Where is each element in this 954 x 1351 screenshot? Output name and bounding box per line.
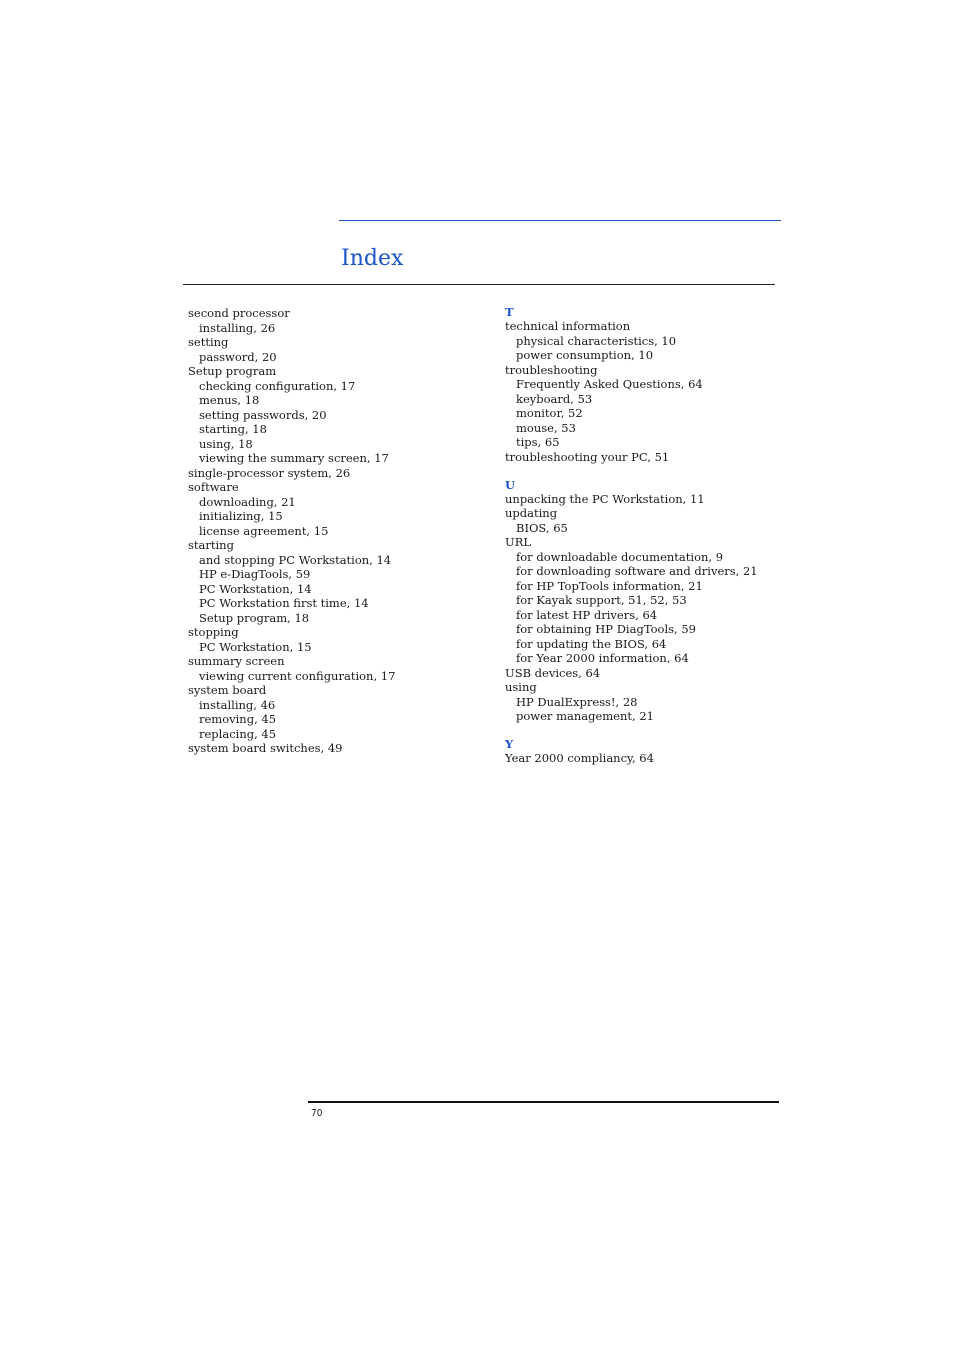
section-spacer — [505, 724, 805, 739]
index-subentry: for updating the BIOS, 64 — [516, 636, 667, 651]
index-subentry: for downloading software and drivers, 21 — [516, 564, 758, 578]
index-subentry: checking configuration, 17 — [199, 378, 356, 393]
index-entry: single-processor system, 26 — [188, 465, 351, 480]
index-subentry: power consumption, 10 — [516, 348, 654, 362]
index-entry: using — [505, 680, 537, 694]
index-subentry: HP e-DiagTools, 59 — [199, 567, 311, 581]
index-subentry: monitor, 52 — [516, 406, 583, 420]
index-entry: troubleshooting — [505, 362, 598, 377]
index-subentry: setting passwords, 20 — [199, 407, 327, 422]
index-entry: URL — [505, 535, 531, 549]
index-subentry: PC Workstation, 15 — [199, 639, 312, 654]
index-entry: system board — [188, 683, 267, 697]
index-subentry: installing, 46 — [199, 697, 276, 712]
index-subentry: for Kayak support, 51, 52, 53 — [516, 593, 687, 607]
index-subentry: mouse, 53 — [516, 420, 576, 435]
index-entry: troubleshooting your PC, 51 — [505, 449, 670, 464]
index-subentry: for downloadable documentation, 9 — [516, 549, 724, 564]
index-subentry: removing, 45 — [199, 712, 277, 726]
index-subentry: PC Workstation, 14 — [199, 581, 312, 596]
index-subentry: viewing current configuration, 17 — [199, 668, 396, 683]
index-entry: technical information — [505, 319, 631, 333]
index-subentry: for HP TopTools information, 21 — [516, 578, 703, 593]
index-subentry: starting, 18 — [199, 422, 267, 436]
index-subentry: HP DualExpress!, 28 — [516, 694, 638, 709]
index-subentry: power management, 21 — [516, 709, 654, 723]
index-subentry: BIOS, 65 — [516, 520, 568, 535]
index-subentry: for Year 2000 information, 64 — [516, 651, 689, 665]
index-entry: unpacking the PC Workstation, 11 — [505, 491, 705, 506]
section-letter: T — [505, 305, 514, 319]
index-subentry: installing, 26 — [199, 320, 276, 335]
index-column-left — [188, 306, 488, 756]
section-letter: U — [505, 477, 516, 492]
index-subentry: keyboard, 53 — [516, 391, 593, 406]
index-subentry: and stopping PC Workstation, 14 — [199, 552, 392, 567]
index-subentry: password, 20 — [199, 349, 277, 364]
index-subentry: license agreement, 15 — [199, 523, 329, 538]
index-entry: Setup program — [188, 364, 277, 378]
index-subentry: Setup program, 18 — [199, 610, 310, 625]
index-subentry: for latest HP drivers, 64 — [516, 607, 658, 622]
page-title: Index — [341, 246, 404, 271]
index-subentry: tips, 65 — [516, 435, 560, 449]
index-subentry: downloading, 21 — [199, 494, 296, 509]
index-entry: summary screen — [188, 654, 285, 668]
index-subentry: physical characteristics, 10 — [516, 333, 677, 348]
index-subentry: menus, 18 — [199, 393, 260, 407]
index-entry: stopping — [188, 625, 239, 639]
footer-rule — [308, 1101, 779, 1103]
index-entry: system board switches, 49 — [188, 741, 343, 755]
index-subentry: PC Workstation first time, 14 — [199, 596, 369, 610]
page-number: 70 — [311, 1108, 323, 1119]
index-subentry: for obtaining HP DiagTools, 59 — [516, 622, 696, 636]
section-letter: Y — [505, 737, 514, 751]
index-subentry: replacing, 45 — [199, 726, 277, 741]
header-rule-bottom — [183, 284, 775, 285]
index-subentry: initializing, 15 — [199, 509, 283, 523]
index-entry: Year 2000 compliancy, 64 — [505, 751, 654, 765]
section-spacer — [505, 464, 805, 479]
index-entry: starting — [188, 538, 234, 552]
index-subentry: using, 18 — [199, 436, 253, 451]
index-entry: setting — [188, 335, 229, 349]
index-entry: second processor — [188, 306, 290, 320]
index-subentry: viewing the summary screen, 17 — [199, 451, 389, 465]
header-rule-top — [339, 220, 781, 221]
index-entry: USB devices, 64 — [505, 665, 601, 680]
index-subentry: Frequently Asked Questions, 64 — [516, 377, 703, 391]
index-column-right — [505, 306, 805, 766]
index-entry: software — [188, 480, 239, 494]
index-entry: updating — [505, 506, 558, 520]
